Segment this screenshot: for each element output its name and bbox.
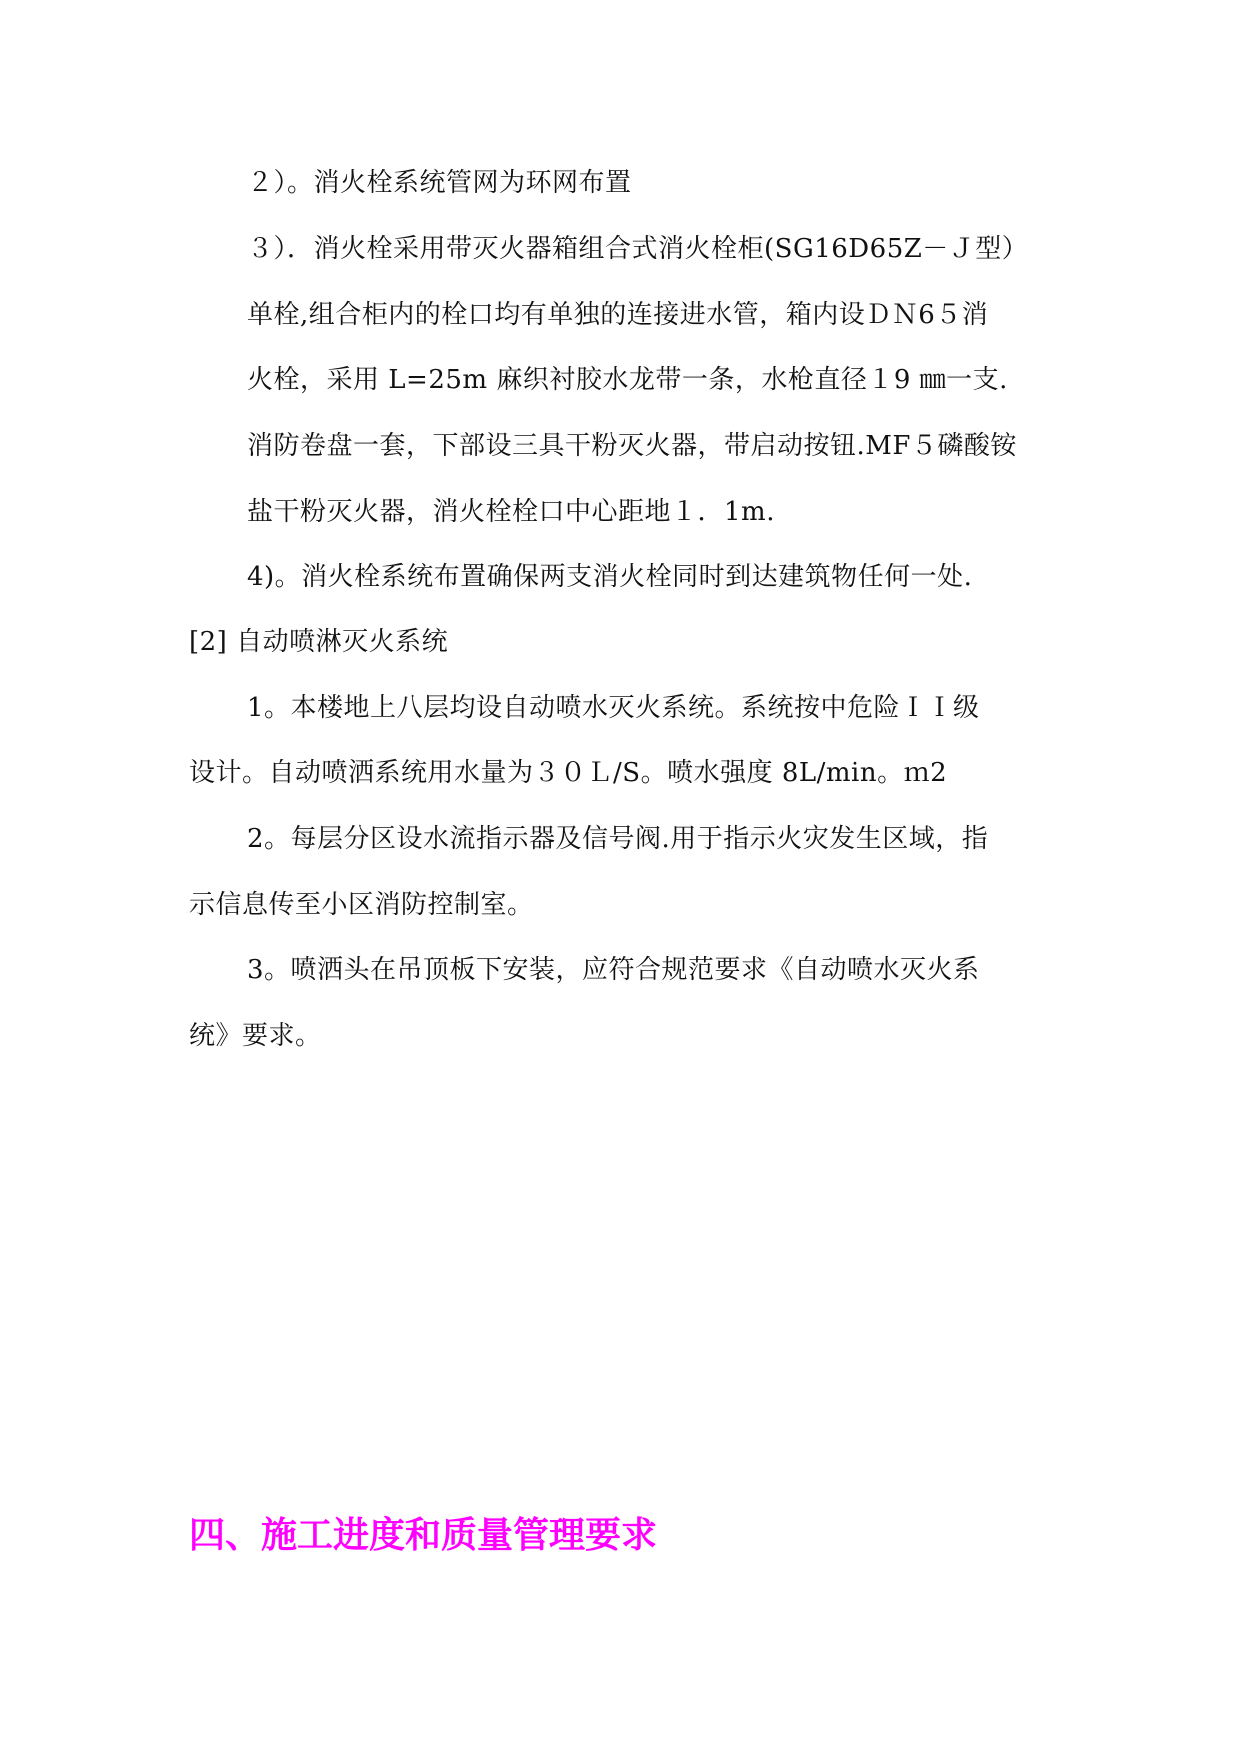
text-line-10: 2。每层分区设水流指示器及信号阀.用于指示火灾发生区域，指 [247, 824, 989, 854]
text-line-2: ３）．消火栓采用带灭火器箱组合式消火栓柜(SG16D65Z－Ｊ型） [247, 234, 1029, 264]
text-line-6: 盐干粉灭火器，消火栓栓口中心距地１．1m. [247, 497, 775, 527]
text-line-3: 单栓,组合柜内的栓口均有单独的连接进水管，箱内设ＤＮ6５消 [247, 300, 989, 330]
text-line-4: 火栓，采用 L=25m 麻织衬胶水龙带一条，水枪直径１9 ㎜一支. [247, 365, 1008, 395]
text-line-9: 设计。自动喷洒系统用水量为３０Ｌ/S。喷水强度 8L/min。ｍ2 [189, 758, 948, 788]
text-line-13: 统》要求。 [189, 1021, 322, 1051]
text-line-1: ２）。消火栓系统管网为环网布置 [247, 168, 632, 198]
text-line-7: 4)。消火栓系统布置确保两支消火栓同时到达建筑物任何一处. [247, 562, 973, 592]
text-line-5: 消防卷盘一套，下部设三具干粉灭火器，带启动按钮.MF５磷酸铵 [247, 431, 1017, 461]
text-line-11: 示信息传至小区消防控制室。 [189, 890, 534, 920]
chapter-heading: 四、施工进度和质量管理要求 [189, 1515, 658, 1556]
section-title-sprinkler: [2] 自动喷淋灭火系统 [189, 627, 449, 657]
text-line-8: 1。本楼地上八层均设自动喷水灭火系统。系统按中危险ＩＩ级 [247, 693, 980, 723]
text-line-12: 3。喷洒头在吊顶板下安装，应符合规范要求《自动喷水灭火系 [247, 955, 980, 985]
